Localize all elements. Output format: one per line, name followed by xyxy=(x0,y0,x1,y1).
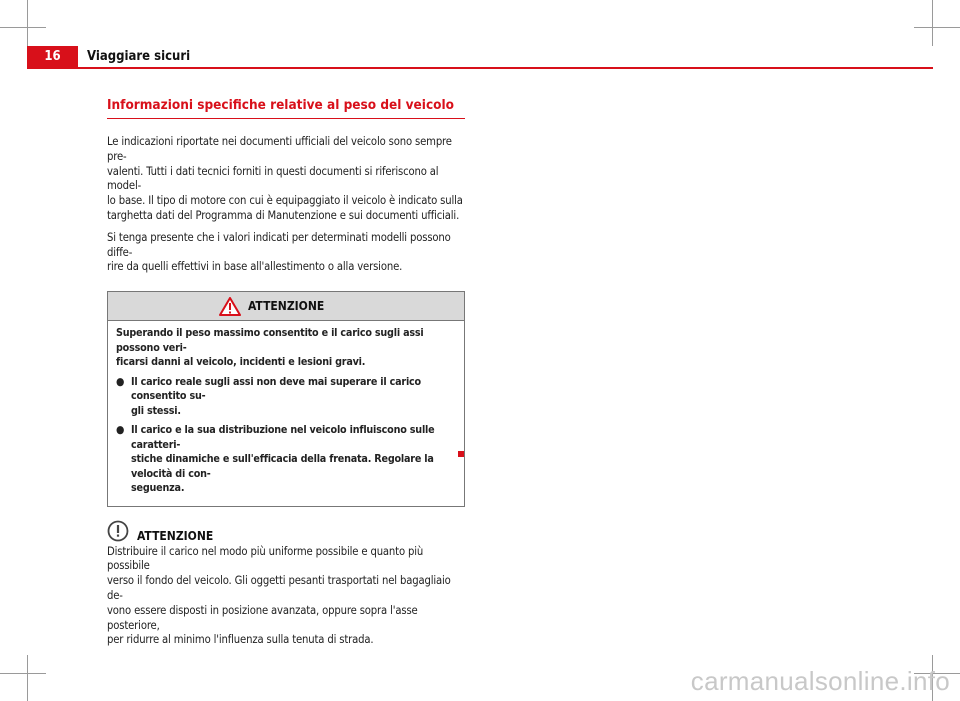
warning-bullet-text: Il carico reale sugli assi non deve mai superare il carico consentito su- gli stessi. xyxy=(131,374,421,417)
header-divider xyxy=(27,67,933,69)
section-end-marker xyxy=(458,451,464,457)
caution-note xyxy=(107,523,465,649)
warning-intro xyxy=(116,326,457,370)
crop-mark xyxy=(27,655,28,701)
crop-mark xyxy=(0,673,46,674)
warning-bullet-2 xyxy=(116,423,457,496)
warning-bullet-text: Il carico e la sua distribuzione nel veicolo influiscono sulle caratteri- stiche dinamiche e sull'efficacia della frenata. Regolare la velocità di con- seguenza. xyxy=(131,423,435,495)
caution-label: ATTENZIONE xyxy=(137,528,214,543)
warning-body xyxy=(108,321,464,506)
warning-box xyxy=(107,291,465,507)
bullet-dot: ● xyxy=(116,374,125,388)
body-paragraph-1 xyxy=(107,135,465,224)
caution-text: Distribuire il carico nel modo più uniforme possibile e quanto più possibile verso il fondo del veicolo. Gli oggetti pesanti trasportati nel bagagliaio de- vono essere disposti in posizione avanzata, oppure sopra l'asse posteriore, per ridurre al minimo l'influenza sulla tenuta di strada. xyxy=(107,544,451,647)
paragraph-text: Le indicazioni riportate nei documenti ufficiali del veicolo sono sempre pre- valenti. Tutti i dati tecnici forniti in questi documenti si riferiscono al model- lo base. Il tipo di motore con cui è equipaggiato il veicolo è indicato sulla targhetta dati del Programma di Manutenzione e sui documenti ufficiali. xyxy=(107,135,463,222)
crop-mark xyxy=(932,0,933,46)
page-number: 16 xyxy=(44,49,61,64)
crop-mark xyxy=(914,27,960,28)
warning-triangle-icon xyxy=(219,297,241,316)
paragraph-text: Si tenga presente che i valori indicati per determinati modelli possono diffe- rire da quelli effettivi in base all'allestimento o alla versione. xyxy=(107,230,451,274)
warning-label: ATTENZIONE xyxy=(248,299,325,314)
section-title: Informazioni specifiche relative al peso del veicolo xyxy=(107,97,465,119)
watermark: carmanualsonline.info xyxy=(690,666,950,696)
crop-mark xyxy=(0,27,46,28)
main-content xyxy=(107,97,465,648)
body-paragraph-2 xyxy=(107,231,465,275)
page-number-badge xyxy=(27,46,78,69)
warning-bullet-1 xyxy=(116,375,457,419)
bullet-dot: ● xyxy=(116,423,125,437)
crop-mark xyxy=(27,0,28,46)
chapter-title: Viaggiare sicuri xyxy=(87,49,191,64)
warning-intro-text: Superando il peso massimo consentito e il carico sugli assi possono veri- ficarsi danni al veicolo, incidenti e lesioni gravi. xyxy=(116,326,424,369)
caution-circle-icon xyxy=(107,520,129,542)
warning-header xyxy=(108,292,464,321)
